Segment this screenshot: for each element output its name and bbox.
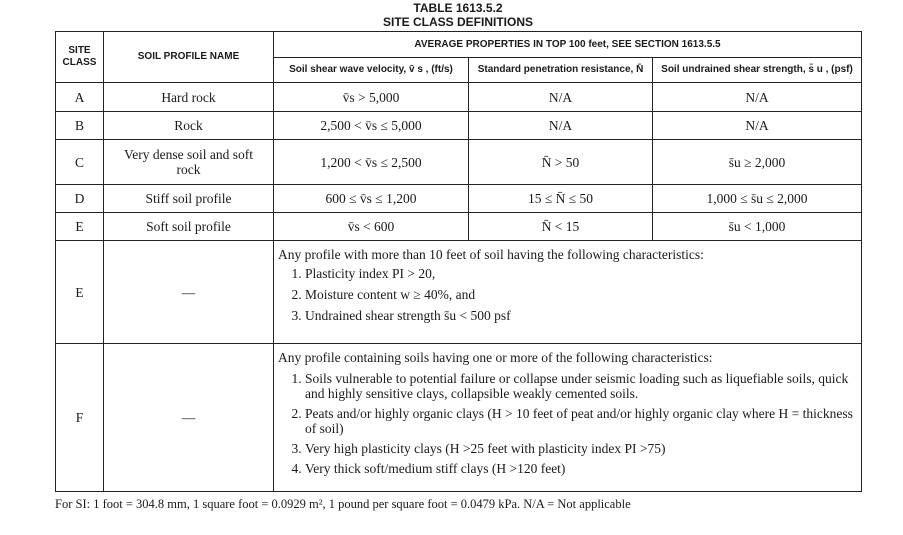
characteristics-list: [278, 371, 857, 476]
table-row: [56, 112, 862, 140]
shear-wave-cell: 2,500 < v̄s ≤ 5,000: [274, 112, 469, 140]
shear-wave-cell: v̄s < 600: [274, 213, 469, 241]
undrained-cell: N/A: [653, 112, 862, 140]
table-row: [56, 344, 862, 492]
characteristics-intro: Any profile containing soils having one or more of the following characteristics:: [278, 350, 713, 365]
characteristics-intro: Any profile with more than 10 feet of soil having the following characteristics:: [278, 247, 704, 262]
site-class-cell: E: [56, 241, 104, 344]
soil-profile-name-cell: —: [104, 344, 274, 492]
list-item: 2. Peats and/or highly organic clays (H > 10 feet of peat and/or highly organic clay where H = thickness of soil): [305, 406, 857, 436]
shear-wave-cell: 600 ≤ v̄s ≤ 1,200: [274, 185, 469, 213]
list-item: 2. Moisture content w ≥ 40%, and: [305, 287, 857, 302]
site-class-cell: E: [56, 213, 104, 241]
site-class-cell: C: [56, 140, 104, 185]
table-row: [56, 83, 862, 112]
site-class-cell: D: [56, 185, 104, 213]
header-average-properties: AVERAGE PROPERTIES IN TOP 100 feet, SEE SECTION 1613.5.5: [274, 32, 862, 58]
header-undrained: Soil undrained shear strength, s̄ u , (psf): [653, 58, 862, 83]
characteristics-list: [278, 266, 857, 323]
list-item: 1. Soils vulnerable to potential failure or collapse under seismic loading such as liquefiable soils, quick and highly sensitive clays, collapsible weakly cemented soils.: [305, 371, 857, 401]
shear-wave-cell: 1,200 < v̄s ≤ 2,500: [274, 140, 469, 185]
list-item: 4. Very thick soft/medium stiff clays (H >120 feet): [305, 461, 857, 476]
table-subtitle: SITE CLASS DEFINITIONS: [382, 15, 533, 29]
penetration-cell: N/A: [469, 83, 653, 112]
list-item: 3. Undrained shear strength s̄u < 500 psf: [305, 308, 857, 323]
table-title: TABLE 1613.5.2: [413, 1, 503, 15]
site-class-cell: A: [56, 83, 104, 112]
table-row: [56, 213, 862, 241]
header-soil-profile-name: SOIL PROFILE NAME: [104, 32, 274, 83]
soil-profile-name-cell: —: [104, 241, 274, 344]
list-item: 3. Very high plasticity clays (H >25 feet with plasticity index PI >75): [305, 441, 857, 456]
table-row: [56, 185, 862, 213]
undrained-cell: s̄u < 1,000: [653, 213, 862, 241]
penetration-cell: N̄ > 50: [469, 140, 653, 185]
site-class-cell: B: [56, 112, 104, 140]
soil-profile-name-cell: Very dense soil and soft rock: [104, 140, 274, 185]
site-e-characteristics: [274, 241, 862, 344]
site-f-characteristics: [274, 344, 862, 492]
site-class-cell: F: [56, 344, 104, 492]
header-penetration: Standard penetration resistance, N̄: [469, 58, 653, 83]
soil-profile-name-cell: Rock: [104, 112, 274, 140]
site-class-table: [55, 31, 862, 492]
undrained-cell: N/A: [653, 83, 862, 112]
soil-profile-name-cell: Stiff soil profile: [104, 185, 274, 213]
undrained-cell: 1,000 ≤ s̄u ≤ 2,000: [653, 185, 862, 213]
header-shear-wave: Soil shear wave velocity, v̄ s , (ft/s): [274, 58, 469, 83]
table-row: [56, 140, 862, 185]
penetration-cell: 15 ≤ N̄ ≤ 50: [469, 185, 653, 213]
penetration-cell: N/A: [469, 112, 653, 140]
soil-profile-name-cell: Soft soil profile: [104, 213, 274, 241]
shear-wave-cell: v̄s > 5,000: [274, 83, 469, 112]
undrained-cell: s̄u ≥ 2,000: [653, 140, 862, 185]
list-item: 1. Plasticity index PI > 20,: [305, 266, 857, 281]
table-row: [56, 241, 862, 344]
si-footnote: For SI: 1 foot = 304.8 mm, 1 square foot = 0.0929 m², 1 pound per square foot = 0.0479 kPa. N/A = Not applicable: [55, 497, 631, 511]
soil-profile-name-cell: Hard rock: [104, 83, 274, 112]
header-site-class: SITE CLASS: [56, 32, 104, 83]
penetration-cell: N̄ < 15: [469, 213, 653, 241]
